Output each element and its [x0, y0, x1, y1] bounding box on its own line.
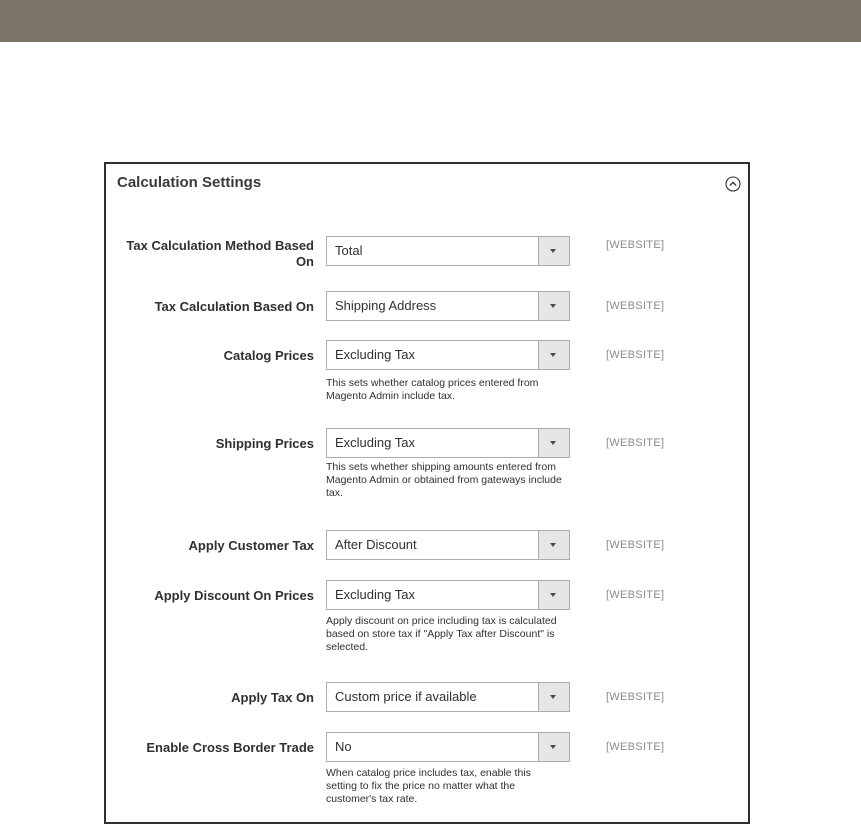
dropdown-button[interactable]: [538, 341, 569, 369]
tax-calculation-based-on-select[interactable]: [326, 291, 570, 321]
select-value: Shipping Address: [335, 298, 437, 313]
field-label: Enable Cross Border Trade: [146, 740, 314, 755]
scope-label: [WEBSITE]: [606, 349, 665, 361]
select-value: Excluding Tax: [335, 347, 415, 362]
chevron-down-icon: [550, 249, 556, 253]
apply-customer-tax-select[interactable]: [326, 530, 570, 560]
scope-label: [WEBSITE]: [606, 741, 665, 753]
select-value: After Discount: [335, 537, 417, 552]
scope-label: [WEBSITE]: [606, 539, 665, 551]
field-note: When catalog price includes tax, enable this setting to fix the price no matter what the customer's tax rate.: [326, 767, 531, 805]
select-value: Total: [335, 243, 363, 258]
field-label: Apply Discount On Prices: [154, 588, 314, 603]
chevron-down-icon: [550, 593, 556, 597]
top-header-bar: [0, 0, 861, 42]
tax-calculation-method-select[interactable]: [326, 236, 570, 266]
field-label: Shipping Prices: [215, 436, 314, 451]
chevron-down-icon: [550, 304, 556, 308]
dropdown-button[interactable]: [538, 292, 569, 320]
select-value: Custom price if available: [335, 689, 477, 704]
field-label: Tax Calculation Based On: [154, 299, 314, 314]
dropdown-button[interactable]: [538, 237, 569, 265]
calculation-settings-panel: [104, 162, 750, 824]
dropdown-button[interactable]: [538, 429, 569, 457]
select-value: Excluding Tax: [335, 587, 415, 602]
select-value: No: [335, 739, 352, 754]
scope-label: [WEBSITE]: [606, 437, 665, 449]
panel-title: Calculation Settings: [117, 174, 262, 191]
apply-tax-on-select[interactable]: [326, 682, 570, 712]
chevron-down-icon: [550, 353, 556, 357]
field-note: This sets whether catalog prices entered from Magento Admin include tax.: [326, 377, 539, 402]
apply-discount-on-prices-select[interactable]: [326, 580, 570, 610]
field-label: Catalog Prices: [223, 348, 314, 363]
dropdown-button[interactable]: [538, 581, 569, 609]
select-value: Excluding Tax: [335, 435, 415, 450]
dropdown-button[interactable]: [538, 733, 569, 761]
chevron-down-icon: [550, 543, 556, 547]
scope-label: [WEBSITE]: [606, 300, 665, 312]
scope-label: [WEBSITE]: [606, 589, 665, 601]
field-label: Apply Tax On: [231, 690, 314, 705]
dropdown-button[interactable]: [538, 683, 569, 711]
enable-cross-border-trade-select[interactable]: [326, 732, 570, 762]
catalog-prices-select[interactable]: [326, 340, 570, 370]
chevron-down-icon: [550, 695, 556, 699]
scope-label: [WEBSITE]: [606, 691, 665, 703]
field-note: Apply discount on price including tax is calculated based on store tax if "Apply Tax after Discount" is selected.: [326, 615, 557, 653]
scope-label: [WEBSITE]: [606, 239, 665, 251]
field-note: This sets whether shipping amounts entered from Magento Admin or obtained from gateways include tax.: [326, 461, 562, 499]
shipping-prices-select[interactable]: [326, 428, 570, 458]
chevron-down-icon: [550, 441, 556, 445]
collapse-toggle-icon[interactable]: [725, 176, 741, 192]
field-label: Tax Calculation Method Based On: [126, 238, 314, 269]
dropdown-button[interactable]: [538, 531, 569, 559]
chevron-down-icon: [550, 745, 556, 749]
field-label: Apply Customer Tax: [188, 538, 314, 553]
